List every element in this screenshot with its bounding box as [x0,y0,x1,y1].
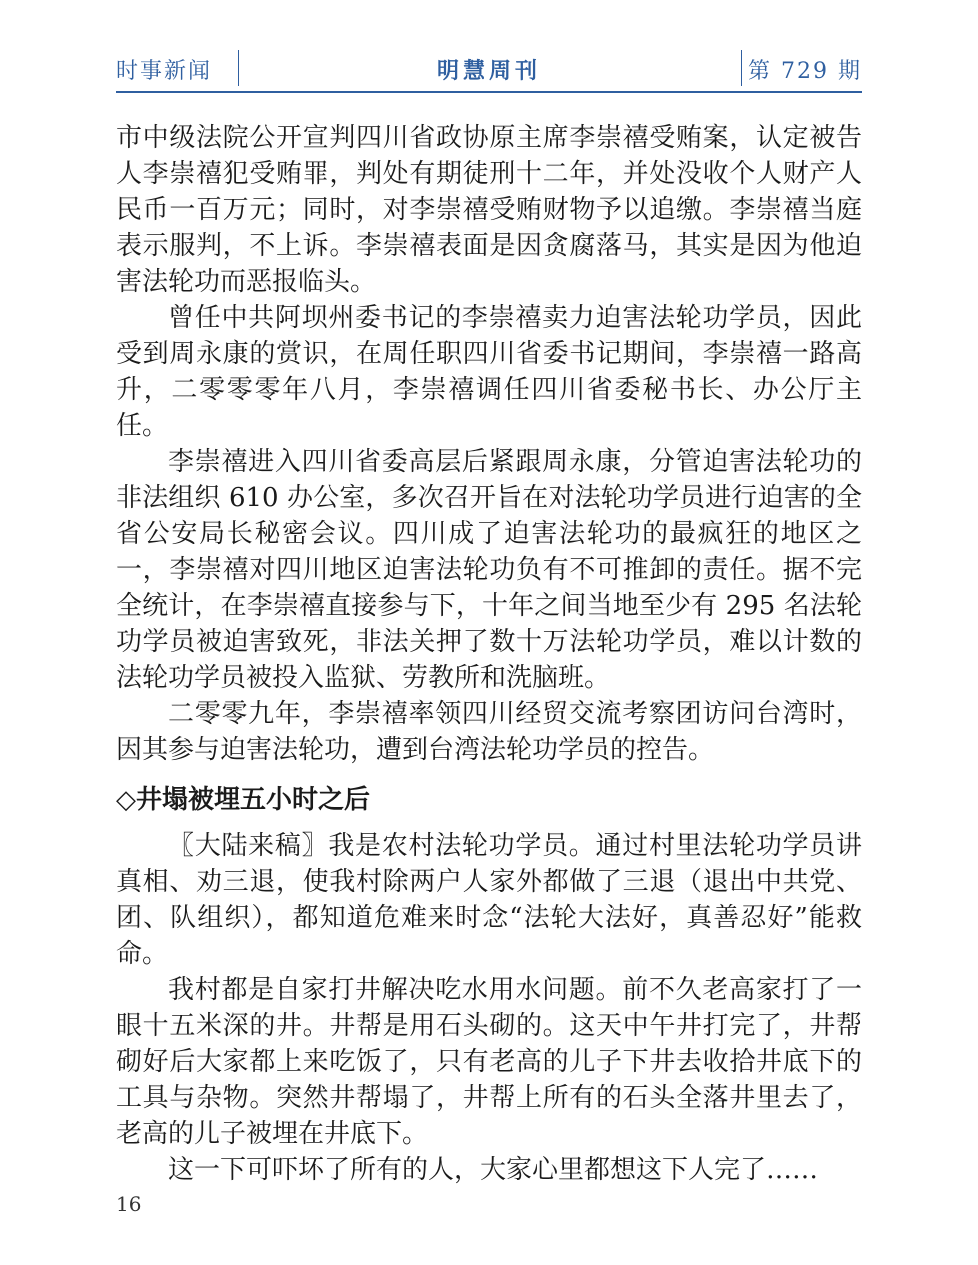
header-section-title: 时事新闻 [116,59,213,84]
header-issue-number: 第 729 期 [748,59,862,84]
header-rule [116,91,862,93]
section-heading: ◇井塌被埋五小时之后 [116,785,370,815]
paragraph-3: 李崇禧进入四川省委高层后紧跟周永康，分管迫害法轮功的非法组织 610 办公室，多次召开旨在对法轮功学员进行迫害的全省公安局长秘密会议。四川成了迫害法轮功的最疯狂的地区之一，李崇禧对四川地区迫害法轮功负有不可推卸的责任。据不完全统计，在李崇禧直接参与下，十年之间当地至少有 295 名法轮功学员被迫害致死，非法关押了数十万法轮功学员，难以计数的法轮功学员被投入监狱、劳教所和洗脑班。 [116,447,862,693]
header-divider-right [741,50,742,86]
paragraph-1: 市中级法院公开宣判四川省政协原主席李崇禧受贿案，认定被告人李崇禧犯受贿罪，判处有期徒刑十二年，并处没收个人财产人民币一百万元；同时，对李崇禧受贿财物予以追缴。李崇禧当庭表示服判，不上诉。李崇禧表面是因贪腐落马，其实是因为他迫害法轮功而恶报临头。 [116,123,862,297]
section-paragraph-3: 这一下可吓坏了所有的人，大家心里都想这下人完了…… [168,1155,819,1185]
section-paragraph-1: 〖大陆来稿〗我是农村法轮功学员。通过村里法轮功学员讲真相、劝三退，使我村除两户人家外都做了三退（退出中共党、团、队组织），都知道危难来时念“法轮大法好，真善忍好”能救命。 [116,831,862,969]
paragraph-4: 二零零九年，李崇禧率领四川经贸交流考察团访问台湾时，因其参与迫害法轮功，遭到台湾法轮功学员的控告。 [116,699,862,765]
paragraph-2: 曾任中共阿坝州委书记的李崇禧卖力迫害法轮功学员，因此受到周永康的赏识，在周任职四川省委书记期间，李崇禧一路高升，二零零零年八月，李崇禧调任四川省委秘书长、办公厅主任。 [116,303,862,441]
header-publication-title: 明慧周刊 [436,58,541,84]
page-number: 16 [116,1192,142,1216]
page-header [116,50,862,90]
section-paragraph-2: 我村都是自家打井解决吃水用水问题。前不久老高家打了一眼十五米深的井。井帮是用石头砌的。这天中午井打完了，井帮砌好后大家都上来吃饭了，只有老高的儿子下井去收拾井底下的工具与杂物。突然井帮塌了，井帮上所有的石头全落井里去了，老高的儿子被埋在井底下。 [116,975,862,1149]
article-body [116,120,862,1188]
